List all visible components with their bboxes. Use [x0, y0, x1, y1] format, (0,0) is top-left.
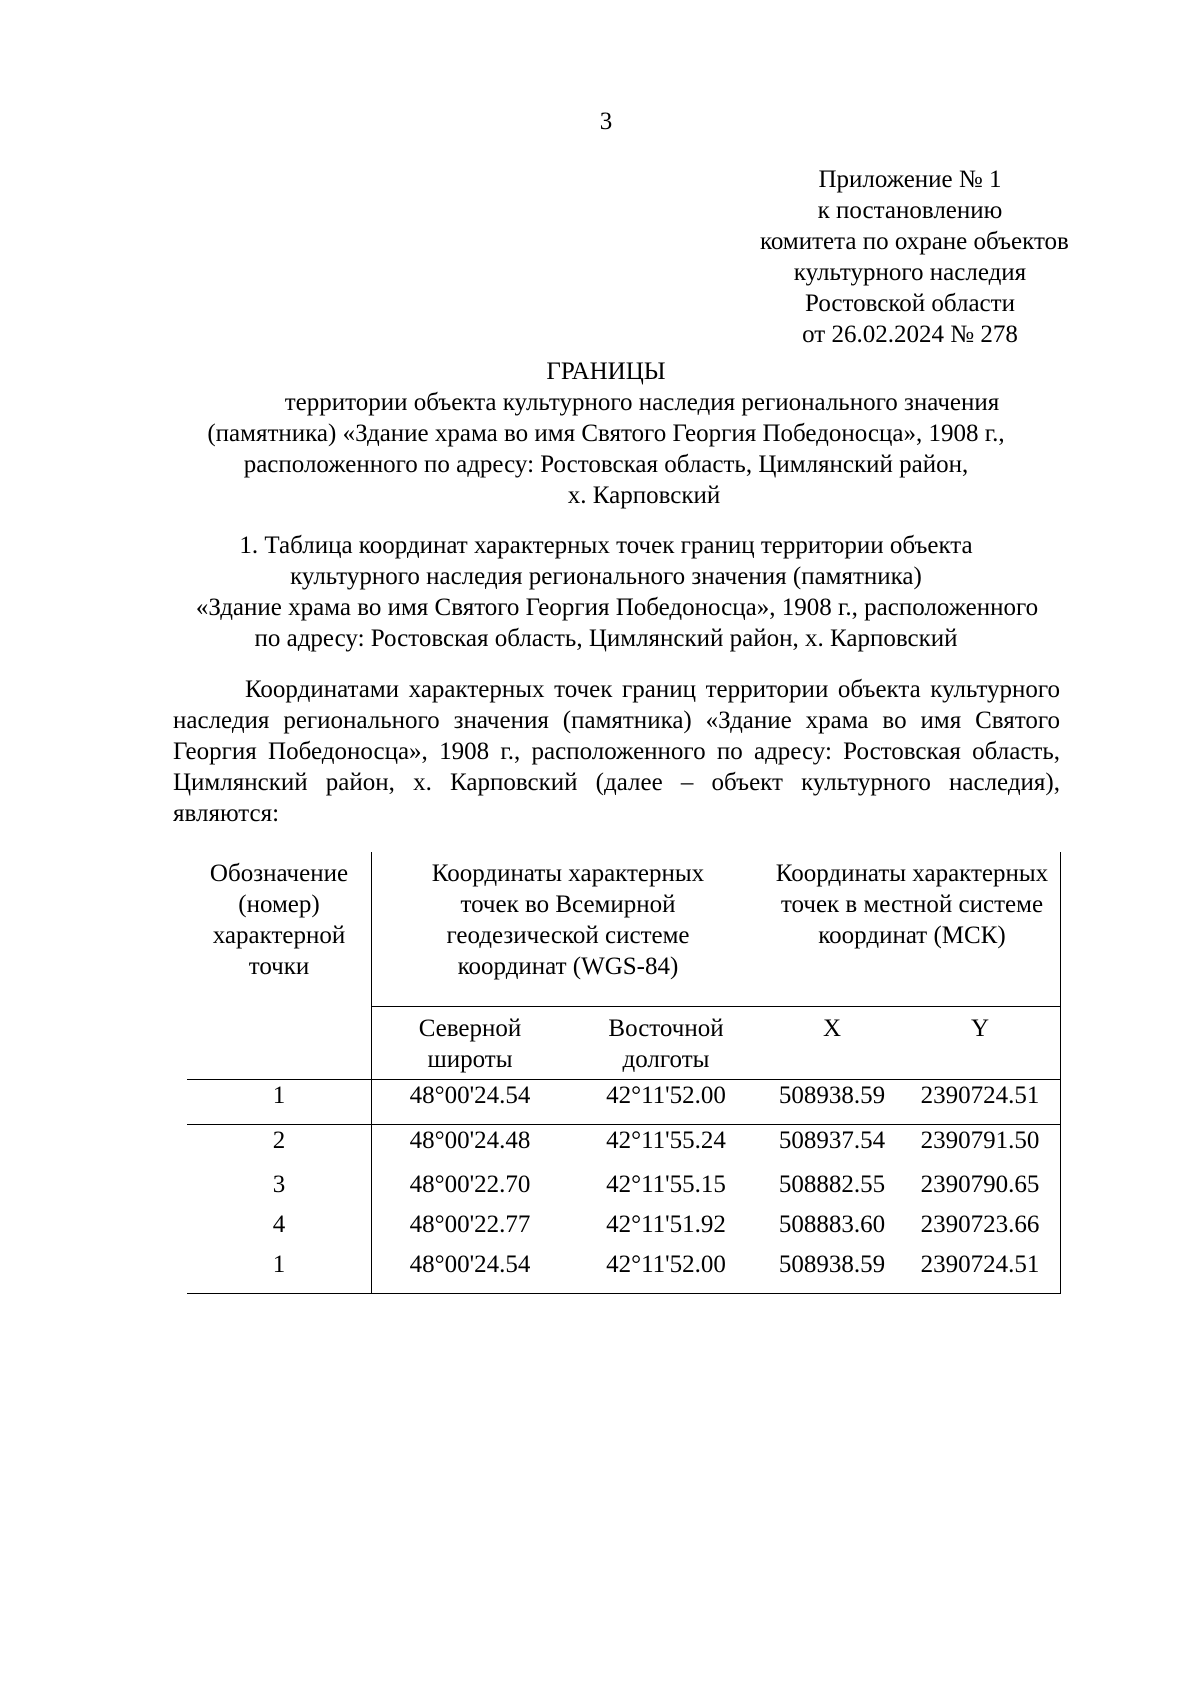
title-line: территории объекта культурного наследия регионального значения [284, 389, 1000, 416]
cell-east: 42°11'55.24 [606, 1127, 726, 1154]
cell-x: 508938.59 [764, 1249, 900, 1294]
cell-point: 4 [187, 1209, 372, 1249]
cell-x: 508937.54 [778, 1127, 886, 1154]
header-text: (номер) [238, 891, 320, 918]
table-row [187, 1169, 1061, 1209]
header-text: точек в местной системе [780, 891, 1044, 918]
header-text: координат (МСК) [818, 922, 1006, 949]
appendix-line: комитета по охране объектов [760, 228, 1069, 255]
header-text: точки [248, 953, 310, 980]
appendix-line: Приложение № 1 [818, 166, 1002, 193]
cell-y: 2390723.66 [900, 1209, 1061, 1249]
title-line: (памятника) «Здание храма во имя Святого Георгия Победоносца», 1908 г., [207, 420, 1005, 447]
header-msk [764, 852, 1061, 1007]
title-line: расположенного по адресу: Ростовская область, Цимлянский район, [243, 451, 969, 478]
header-text: точек во Всемирной [460, 891, 676, 918]
header-text: Обозначение [209, 860, 349, 887]
header-text: характерной [212, 922, 346, 949]
cell-y: 2390724.51 [900, 1249, 1061, 1294]
cell-x: 508938.59 [764, 1080, 900, 1125]
cell-y: 2390790.65 [900, 1169, 1061, 1209]
title-heading: ГРАНИЦЫ [546, 358, 666, 385]
paragraph-line: Координатами характерных точек границ территории объекта культурного [245, 676, 1060, 703]
cell-north: 48°00'24.54 [372, 1249, 569, 1294]
header-designation [187, 852, 372, 1080]
header-wgs84 [372, 852, 765, 1007]
title-line: х. Карповский [567, 482, 721, 509]
header-text: Северной [418, 1015, 522, 1042]
header-north-latitude [372, 1007, 569, 1080]
cell-point: 1 [187, 1249, 372, 1294]
header-text: геодезической системе [446, 922, 690, 949]
cell-north: 48°00'24.54 [372, 1080, 569, 1125]
cell-north: 48°00'24.48 [409, 1127, 531, 1154]
cell-point: 2 [187, 1125, 372, 1170]
cell-north: 48°00'22.70 [409, 1171, 531, 1198]
cell-y: 2390791.50 [900, 1125, 1061, 1170]
appendix-line: культурного наследия [793, 259, 1027, 286]
paragraph-line: Цимлянский район, х. Карповский (далее – объект культурного наследия), [173, 769, 1060, 796]
body-paragraph [173, 674, 1060, 829]
header-text: Координаты характерных [431, 860, 705, 887]
table-row [187, 1249, 1061, 1294]
cell-east: 42°11'55.15 [606, 1171, 726, 1198]
table-row [187, 1080, 1061, 1125]
cell-east: 42°11'52.00 [568, 1249, 764, 1294]
cell-point: 3 [187, 1169, 372, 1209]
appendix-line: к постановлению [817, 197, 1003, 224]
appendix-line: от 26.02.2024 № 278 [802, 321, 1018, 348]
section-line: 1. Таблица координат характерных точек границ территории объекта [239, 532, 973, 559]
cell-y: 2390724.51 [900, 1080, 1061, 1125]
paragraph-line: наследия регионального значения (памятника) «Здание храма во имя Святого [173, 707, 1060, 734]
header-text: Y [970, 1015, 990, 1042]
document-title [150, 356, 1062, 511]
header-text: X [822, 1015, 842, 1042]
cell-point: 1 [187, 1080, 372, 1125]
table-row [187, 1125, 1061, 1170]
header-x [764, 1007, 900, 1080]
header-text: долготы [622, 1046, 710, 1073]
cell-north: 48°00'22.77 [409, 1211, 531, 1238]
cell-east: 42°11'51.92 [606, 1211, 726, 1238]
header-text: координат (WGS-84) [457, 953, 679, 980]
header-text: Координаты характерных [775, 860, 1049, 887]
coordinates-table [187, 852, 1061, 1294]
paragraph-line: Георгия Победоносца», 1908 г., расположенного по адресу: Ростовская область, [173, 738, 1060, 765]
table-row [187, 1209, 1061, 1249]
header-text: Восточной [608, 1015, 724, 1042]
header-text: широты [427, 1046, 513, 1073]
cell-x: 508882.55 [778, 1171, 886, 1198]
cell-east: 42°11'52.00 [568, 1080, 764, 1125]
page-number: 3 [599, 108, 613, 135]
section-line: по адресу: Ростовская область, Цимлянский район, х. Карповский [254, 625, 958, 652]
section-line: «Здание храма во имя Святого Георгия Победоносца», 1908 г., расположенного [195, 594, 1039, 621]
cell-x: 508883.60 [778, 1211, 886, 1238]
header-east-longitude [568, 1007, 764, 1080]
paragraph-line: являются: [173, 800, 280, 827]
appendix-line: Ростовской области [805, 290, 1015, 317]
section-heading [150, 530, 1062, 654]
section-line: культурного наследия регионального значения (памятника) [290, 563, 922, 590]
header-y [900, 1007, 1061, 1080]
appendix-block [760, 164, 1069, 350]
